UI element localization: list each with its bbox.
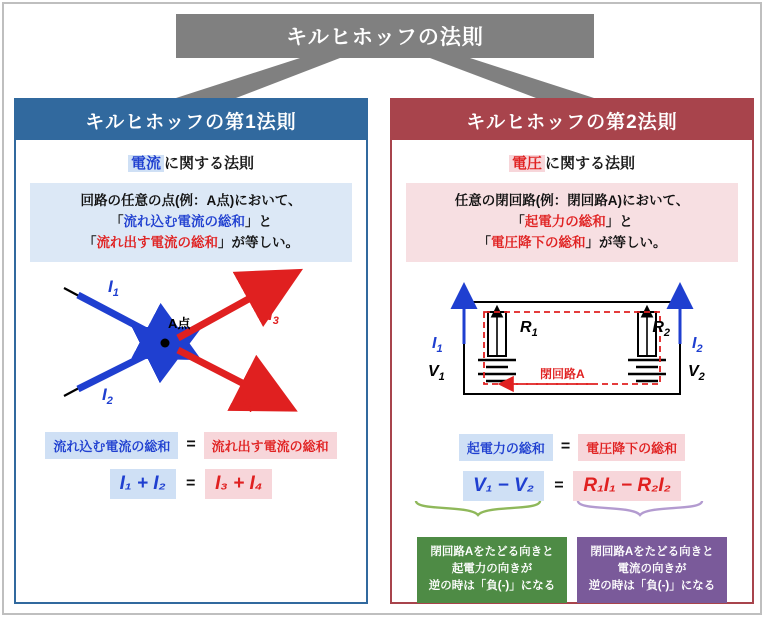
quote-open-1: 「	[110, 213, 124, 229]
first-law-math-left: I₁ + I₂	[110, 469, 176, 499]
quote-close-4: 」が等しい。	[585, 234, 667, 250]
note-emf-line2: 起電力の向きが	[451, 563, 533, 576]
label-i1: $I_1$	[108, 276, 119, 299]
note-emf-line3: 逆の時は「負(-)」になる	[428, 580, 556, 593]
label-i1-circuit: $I_1$	[432, 334, 443, 355]
second-law-subject-keyword: 電圧	[509, 155, 545, 172]
panel-second-law	[390, 98, 754, 604]
voltage-drop-sum-text: 電圧降下の総和	[491, 234, 586, 250]
first-law-equals-1: =	[186, 436, 196, 454]
panel-first-law	[14, 98, 368, 604]
first-law-statement-line1: 回路の任意の点(例：A点)において、	[80, 193, 302, 208]
outflow-sum-chip: 流れ出す電流の総和	[204, 432, 337, 459]
second-law-statement	[406, 183, 738, 262]
first-law-statement	[30, 183, 352, 262]
note-braces	[392, 501, 752, 517]
note-current-line2: 電流の向きが	[617, 563, 687, 576]
quote-open-4: 「	[477, 234, 491, 250]
note-current-direction	[577, 537, 727, 603]
second-law-statement-line3	[412, 233, 732, 254]
second-law-notes	[392, 537, 752, 603]
label-i2: $I_2$	[102, 384, 113, 407]
node-label-a: A点	[168, 315, 191, 331]
label-r2: $R_2$	[652, 318, 670, 339]
second-law-subject	[392, 152, 752, 173]
closed-circuit-figure	[392, 268, 752, 428]
quote-open-2: 「	[83, 234, 97, 250]
second-law-subject-suffix: に関する法則	[545, 155, 636, 172]
note-emf-direction	[417, 537, 567, 603]
second-law-math-equation	[392, 471, 752, 501]
note-current-line1: 閉回路Aをたどる向きと	[590, 545, 714, 558]
emf-sum-chip: 起電力の総和	[459, 434, 553, 461]
page-title: キルヒホッフの法則	[176, 14, 594, 58]
first-law-math-equation	[16, 469, 366, 499]
inflow-sum-chip: 流れ込む電流の総和	[45, 432, 178, 459]
first-law-statement-line3	[36, 233, 346, 254]
quote-close-3: 」と	[605, 213, 633, 229]
panel-second-law-header: キルヒホッフの第2法則	[392, 100, 752, 140]
note-current-line3: 逆の時は「負(-)」になる	[588, 580, 716, 593]
first-law-math-right: I₃ + I₄	[205, 469, 272, 499]
first-law-word-equation	[16, 432, 366, 459]
label-v2: $V_2$	[688, 362, 705, 383]
quote-close-2: 」が等しい。	[218, 234, 299, 250]
second-law-equals-2: =	[554, 476, 564, 494]
first-law-subject-keyword: 電流	[128, 155, 164, 172]
label-i4: $I_4$	[242, 392, 253, 415]
second-law-equals-1: =	[560, 438, 571, 456]
second-law-math-left: V₁ − V₂	[463, 471, 544, 501]
first-law-equals-2: =	[185, 474, 196, 492]
current-node-figure	[16, 266, 366, 426]
note-emf-line1: 閉回路Aをたどる向きと	[430, 545, 554, 558]
label-i2-circuit: $I_2$	[692, 334, 703, 355]
inflow-sum-text: 流れ込む電流の総和	[123, 213, 245, 229]
second-law-math-right: R₁I₁ − R₂I₂	[573, 471, 681, 501]
second-law-statement-line2	[412, 212, 732, 233]
emf-sum-text: 起電力の総和	[524, 213, 606, 229]
quote-open-3: 「	[511, 213, 525, 229]
voltage-drop-sum-chip: 電圧降下の総和	[578, 434, 685, 461]
first-law-subject-suffix: に関する法則	[164, 155, 255, 172]
label-i3: $I_3$	[268, 304, 279, 327]
outflow-sum-text: 流れ出す電流の総和	[96, 234, 218, 250]
first-law-subject	[16, 152, 366, 173]
second-law-word-equation	[392, 434, 752, 461]
panel-first-law-header: キルヒホッフの第1法則	[16, 100, 366, 140]
label-v1: $V_1$	[428, 362, 445, 383]
label-r1: $R_1$	[520, 318, 538, 339]
second-law-statement-line1: 任意の閉回路(例：閉回路A)において、	[454, 193, 690, 208]
quote-close-1: 」と	[245, 213, 272, 229]
first-law-statement-line2	[36, 212, 346, 233]
loop-label: 閉回路A	[540, 366, 585, 381]
